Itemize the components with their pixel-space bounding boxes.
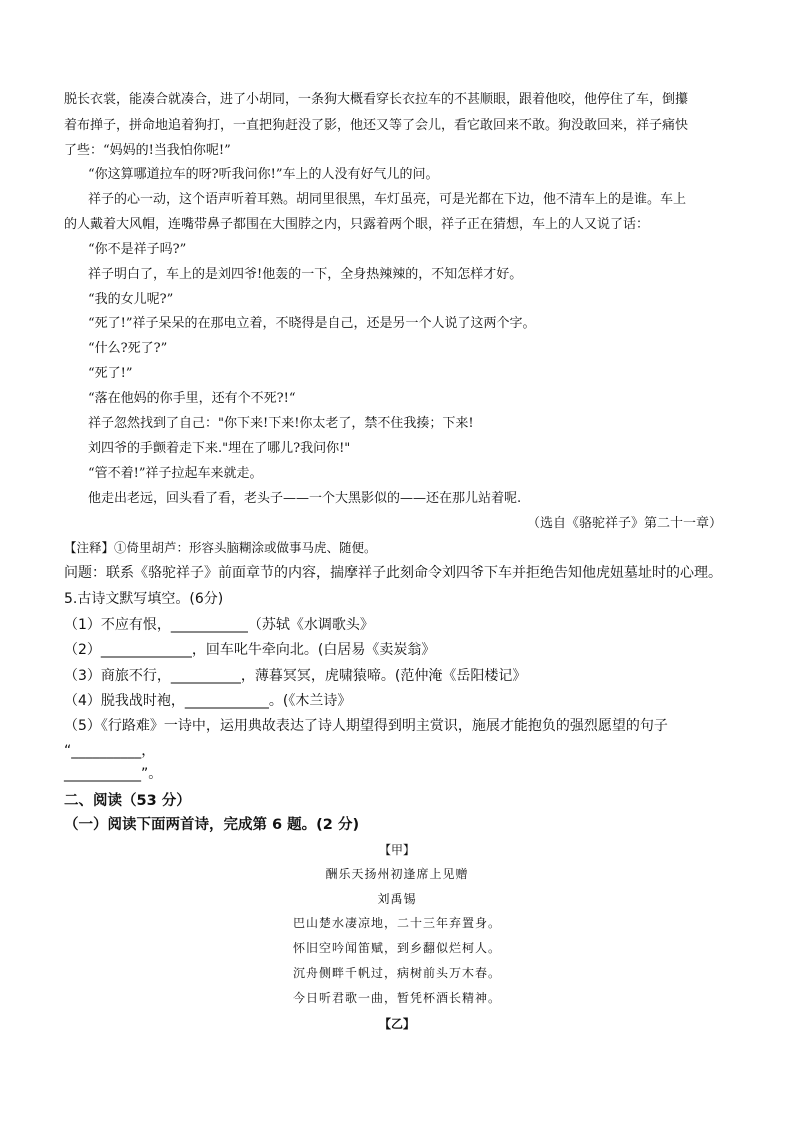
story-line: 刘四爷的手颤着走下来."埋在了哪儿?我问你!" (88, 441, 351, 456)
story-line: “死了!”祥子呆呆的在那电立着，不晓得是自己，还是另一个人说了这两个字。 (88, 316, 536, 331)
story-line: “你这算哪道拉车的呀?听我问你!”车上的人没有好气儿的问。 (88, 167, 439, 182)
story-line: 的人戴着大风帽，连嘴带鼻子都围在大围脖之内，只露着两个眼，祥子正在猜想，车上的人又说了话： (64, 217, 650, 232)
poem-jia-line: 巴山楚水凄凉地，二十三年弃置身。 (292, 916, 501, 930)
poem-jia-title: 酬乐天扬州初逢席上见赠 (325, 867, 469, 881)
q5-item: （3）商旅不行，__________，薄暮冥冥，虎啸猿啼。(范仲淹《岳阳楼记》 (64, 668, 527, 684)
q5-item: （2）_____________，回车叱牛牵向北。(白居易《卖炭翁》 (64, 642, 436, 658)
story-line: 他走出老远，回头看了看，老头子——一个大黑影似的——还在那儿站着呢. (88, 491, 522, 506)
poem-jia-author: 刘禹锡 (377, 892, 417, 906)
story-line: 了些：“妈妈的!当我怕你呢!” (64, 143, 231, 158)
poem-jia-mark: 【甲】 (378, 843, 415, 857)
story-line: 祥子明白了，车上的是刘四爷!他轰的一下，全身热辣辣的，不知怎样才好。 (88, 267, 523, 282)
story-line: 祥子忽然找到了自己："你下来!下来!你太老了，禁不住我揍；下来! (88, 416, 474, 431)
annotation-note: 【注释】①倚里胡芦：形容头脑糊涂或做事马虎、随便。 (64, 540, 377, 555)
poem-jia-line: 今日听君歌一曲，暂凭杯酒长精神。 (292, 991, 501, 1005)
story-line: “我的女儿呢?” (88, 292, 174, 307)
story-line: 脱长衣裳，能凑合就凑合，进了小胡同，一条狗大概看穿长衣拉车的不甚顺眼，跟着他咬，他停住了车，倒攥 (64, 92, 689, 107)
story-line: “管不着!”祥子拉起车来就走。 (88, 466, 263, 481)
q5-item: ___________”。 (64, 766, 163, 782)
section-title: 二、阅读（53 分） (64, 793, 191, 809)
story-line: “你不是祥子吗?” (88, 242, 187, 257)
story-line: 祥子的心一动，这个语声听着耳熟。胡同里很黑，车灯虽亮，可是光都在下边，他不清车上的是谁。车上 (88, 192, 687, 207)
q5-item: （1）不应有恨，___________（苏轼《水调歌头》 (64, 617, 374, 633)
q5-item: “__________， (64, 743, 156, 759)
story-source: （选自《骆驼祥子》第二十一章） (526, 516, 722, 531)
poem-yi-mark: 【乙】 (378, 1017, 415, 1031)
story-line: “落在他妈的你手里，还有个不死?!“ (88, 391, 296, 406)
poem-jia-line: 怀旧空吟闻笛赋，到乡翻似烂柯人。 (292, 941, 501, 955)
story-line: “什么?死了?” (88, 341, 168, 356)
poem-jia-line: 沉舟侧畔千帆过，病树前头万木春。 (292, 966, 501, 980)
q5-title: 5.古诗文默写填空。(6分) (64, 591, 224, 607)
story-line: “死了!” (88, 366, 133, 381)
section-subtitle: （一）阅读下面两首诗，完成第 6 题。(2 分) (64, 817, 360, 833)
story-line: 着布掸子，拼命地追着狗打，一直把狗赶没了影，他还又等了会儿，看它敢回来不敢。狗没敢回来，祥子痛快 (64, 118, 689, 133)
q5-item: （5）《行路难》一诗中，运用典故表达了诗人期望得到明主赏识，施展才能抱负的强烈愿望的句子 (64, 718, 668, 734)
q5-item: （4）脱我战时袍，____________。(《木兰诗》 (64, 693, 352, 709)
question-text: 问题：联系《骆驼祥子》前面章节的内容，揣摩祥子此刻命令刘四爷下车并拒绝告知他虎妞墓址时的心理。 (64, 565, 722, 581)
